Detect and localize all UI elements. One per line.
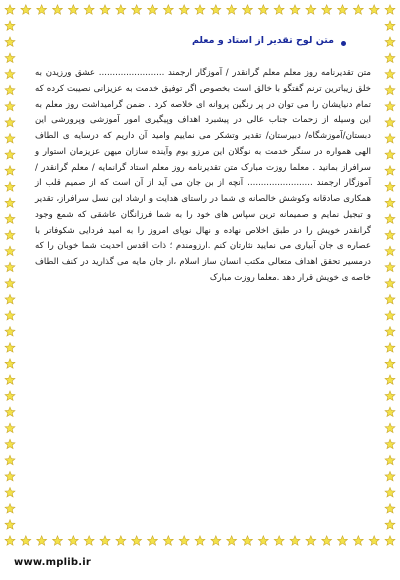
star-icon [353, 5, 363, 14]
star-icon [385, 214, 395, 223]
star-icon [385, 439, 395, 448]
star-icon [5, 504, 15, 513]
star-icon [5, 327, 15, 336]
star-icon [385, 150, 395, 159]
star-icon [385, 166, 395, 175]
star-icon [5, 439, 15, 448]
star-icon [385, 53, 395, 62]
star-icon [100, 5, 110, 14]
star-icon [385, 520, 395, 529]
star-icon [5, 488, 15, 497]
star-icon [116, 536, 126, 545]
star-icon [53, 5, 63, 14]
star-icon [5, 182, 15, 191]
star-icon [5, 69, 15, 78]
star-icon [369, 5, 379, 14]
star-icon [385, 343, 395, 352]
footer-website: www.mplib.ir [14, 557, 92, 568]
star-icon [385, 69, 395, 78]
star-icon [5, 471, 15, 480]
star-icon [5, 455, 15, 464]
star-icon [385, 536, 395, 545]
star-icon [5, 53, 15, 62]
star-icon [5, 166, 15, 175]
star-icon [258, 5, 268, 14]
star-icon [385, 488, 395, 497]
star-icon [5, 5, 15, 14]
star-icon [353, 536, 363, 545]
star-icon [385, 455, 395, 464]
star-icon [5, 311, 15, 320]
star-icon [322, 536, 332, 545]
star-icon [5, 343, 15, 352]
star-icon [5, 85, 15, 94]
star-icon [322, 5, 332, 14]
star-icon [84, 5, 94, 14]
star-icon [179, 5, 189, 14]
star-icon [243, 536, 253, 545]
star-icon [338, 536, 348, 545]
star-icon [369, 536, 379, 545]
star-icon [385, 182, 395, 191]
star-icon [385, 423, 395, 432]
page-title: متن لوح تقدیر از استاد و معلم [191, 35, 334, 46]
star-icon [385, 5, 395, 14]
star-icon [5, 423, 15, 432]
star-icon [5, 391, 15, 400]
star-icon [5, 117, 15, 126]
star-icon [148, 536, 158, 545]
star-icon [5, 520, 15, 529]
star-icon [5, 101, 15, 110]
star-icon [385, 230, 395, 239]
star-icon [148, 5, 158, 14]
star-icon [5, 21, 15, 30]
star-icon [5, 359, 15, 368]
star-icon [385, 375, 395, 384]
star-icon [385, 85, 395, 94]
star-icon [37, 5, 47, 14]
star-icon [5, 150, 15, 159]
star-icon [5, 536, 15, 545]
star-icon [385, 262, 395, 271]
star-icon [385, 504, 395, 513]
star-icon [385, 246, 395, 255]
star-icon [385, 134, 395, 143]
star-icon [163, 536, 173, 545]
star-icon [5, 407, 15, 416]
body-paragraph: متن تقدیرنامه روز معلم معلم گرانقدر / آموزگار ارجمند ........................ عشق ورزیدن به خلق زیباترین ترنم گفتگو با خالق است بخصوص اگر توفیق خدمت به عزیزانی نصیبت کرده که تمام دنیایشان را می توان در پر رنگین پروانه ای خلاصه کرد . ضمن گرامیداشت روز معلم به این وسیله از زحمات جناب عالی در پیشبرد اهداف وپیگیری امور آموزشی وپرورشی این دبستان/آموزشگاه/ دبیرستان/ تقدیر وتشکر می نماییم وامید آن داریم که درسایه ی الطاف الهی همواره در سنگر خدمت به نوگلان این مرزو بوم وآینده سازان میهن عزیزمان استوار و سرافراز بمانید . معلما روزت مبارک متن تقدیرنامه روز معلم استاد گرانمایه / معلم گرانقدر / آموزگار ارجمند ........................ آنچه از بن جان می آید از آن است که از صمیم قلب از همکاری صادقانه وکوشش خالصانه ی شما در راستای هدایت و ارشاد این نسل سرافراز، تقدیر و تبجیل نمایم و صمیمانه ترین سپاس های خود را به شما فرزانگان عاشقی که شمع وجود گرانقدر خویش را در طبق اخلاص نهاده و نهال نوپای امروز را به امید فردایی شکوفاتر با عصاره ی جان آبیاری می نمایید نثارتان کنم .ارزومندم ؛ ذات اقدس احدیت شما خوبان را که درمسیر تحقق اهداف متعالی مکتب انسان ساز اسلام ،از جان مایه می گذارید در کنف الطاف خاصه ی خویش قرار دهد .معلما روزت مبارک [35, 68, 371, 283]
star-icon [243, 5, 253, 14]
star-icon [338, 5, 348, 14]
star-icon [84, 536, 94, 545]
star-icon [5, 278, 15, 287]
star-icon [132, 5, 142, 14]
star-icon [21, 536, 31, 545]
star-icon [274, 536, 284, 545]
star-icon [385, 101, 395, 110]
star-icon [5, 230, 15, 239]
star-icon [37, 536, 47, 545]
star-icon [385, 471, 395, 480]
blue-dot-icon [341, 41, 346, 46]
star-icon [227, 536, 237, 545]
star-icon [53, 536, 63, 545]
star-icon [258, 536, 268, 545]
star-icon [385, 21, 395, 30]
star-icon [68, 5, 78, 14]
star-icon [385, 327, 395, 336]
star-icon [274, 5, 284, 14]
star-icon [68, 536, 78, 545]
star-icon [306, 536, 316, 545]
star-icon [100, 536, 110, 545]
star-icon [195, 5, 205, 14]
star-icon [179, 536, 189, 545]
star-icon [385, 198, 395, 207]
star-icon [227, 5, 237, 14]
star-icon [385, 311, 395, 320]
star-icon [385, 391, 395, 400]
star-icon [211, 536, 221, 545]
star-icon [385, 359, 395, 368]
star-icon [5, 134, 15, 143]
star-icon [5, 375, 15, 384]
star-icon [21, 5, 31, 14]
star-icon [385, 294, 395, 303]
star-icon [290, 5, 300, 14]
star-icon [290, 536, 300, 545]
star-icon [5, 214, 15, 223]
star-icon [132, 536, 142, 545]
star-icon [116, 5, 126, 14]
star-icon [385, 37, 395, 46]
star-icon [385, 278, 395, 287]
star-icon [211, 5, 221, 14]
star-icon [385, 117, 395, 126]
star-icon [385, 407, 395, 416]
star-icon [5, 37, 15, 46]
star-icon [5, 294, 15, 303]
star-icon [163, 5, 173, 14]
star-icon [306, 5, 316, 14]
star-icon [5, 246, 15, 255]
star-icon [5, 198, 15, 207]
star-icon [195, 536, 205, 545]
star-icon [5, 262, 15, 271]
